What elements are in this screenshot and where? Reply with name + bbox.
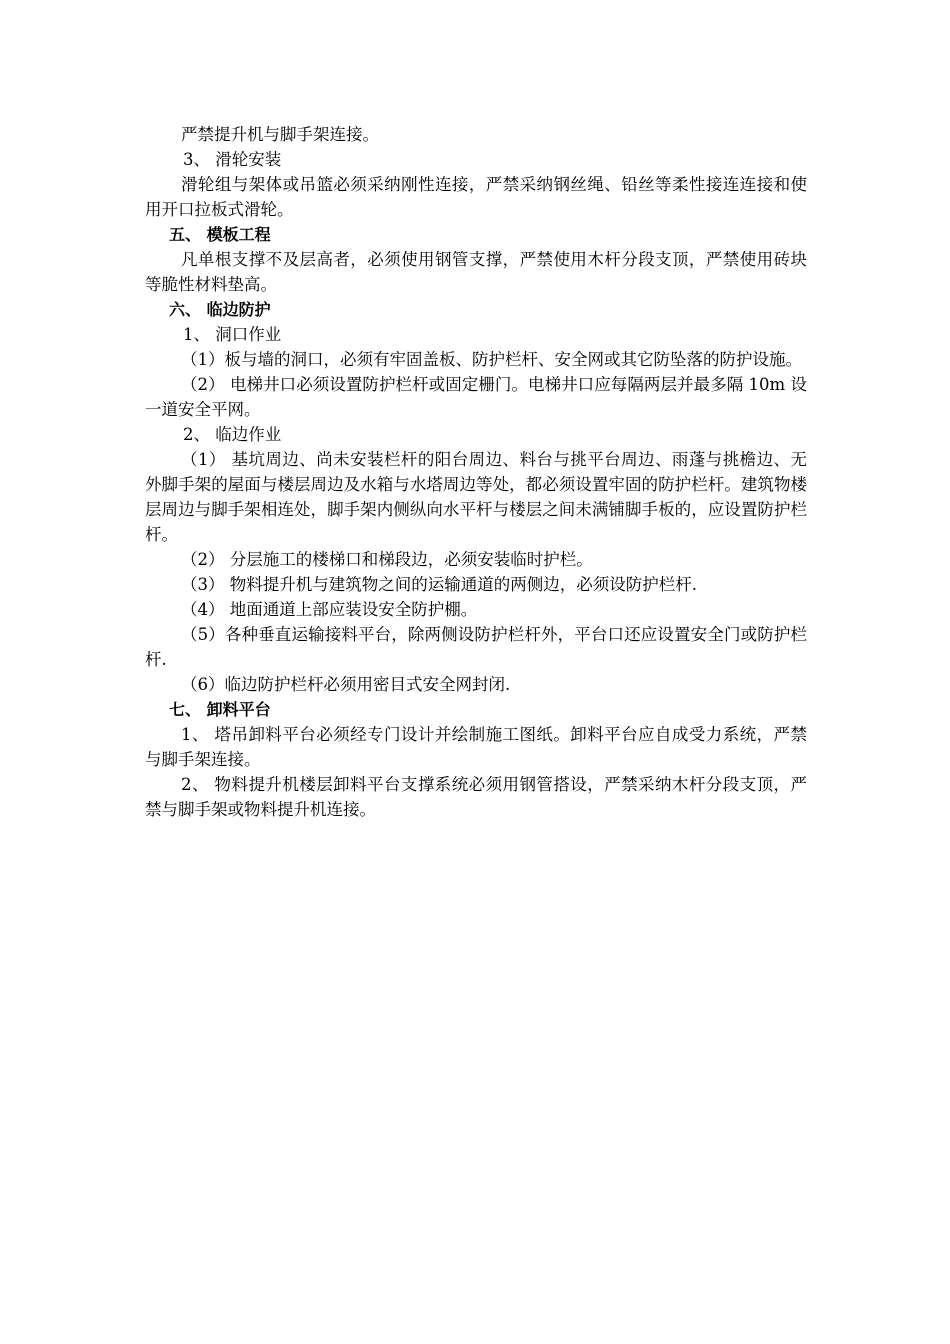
paragraph: （3） 物料提升机与建筑物之间的运输通道的两侧边，必须设防护栏杆. — [181, 575, 697, 594]
section-heading: 六、 临边防护 — [169, 300, 271, 319]
list-item-heading: 2、 临边作业 — [183, 425, 282, 444]
paragraph: （2） 分层施工的楼梯口和梯段边，必须安装临时护栏。 — [181, 550, 593, 569]
document-body — [145, 122, 807, 822]
paragraph: 凡单根支撑不及层高者，必须使用钢管支撑，严禁使用木杆分段支顶，严禁使用砖块等脆性材料垫高。 — [145, 250, 807, 294]
paragraph: （2） 电梯井口必须设置防护栏杆或固定栅门。电梯井口应每隔两层并最多隔 10m 设一道安全平网。 — [145, 375, 807, 419]
paragraph: （4） 地面通道上部应装设安全防护棚。 — [181, 600, 478, 619]
list-item-heading: 3、 滑轮安装 — [183, 150, 282, 169]
paragraph: （1）板与墙的洞口，必须有牢固盖板、防护栏杆、安全网或其它防坠落的防护设施。 — [181, 350, 802, 369]
section-heading: 五、 模板工程 — [169, 225, 271, 244]
paragraph: （1） 基坑周边、尚未安装栏杆的阳台周边、料台与挑平台周边、雨蓬与挑檐边、无外脚手架的屋面与楼层周边及水箱与水塔周边等处，都必须设置牢固的防护栏杆。建筑物楼层周边与脚手架相连处，脚手架内侧纵向水平杆与楼层之间未满铺脚手板的，应设置防护栏杆。 — [145, 450, 807, 544]
paragraph: （6）临边防护栏杆必须用密目式安全网封闭. — [181, 675, 511, 694]
paragraph: 严禁提升机与脚手架连接。 — [181, 125, 379, 144]
paragraph: （5）各种垂直运输接料平台，除两侧设防护栏杆外，平台口还应设置安全门或防护栏杆. — [145, 625, 807, 669]
section-heading: 七、 卸料平台 — [169, 700, 271, 719]
paragraph: 2、 物料提升机楼层卸料平台支撑系统必须用钢管搭设，严禁采纳木杆分段支顶，严禁与脚手架或物料提升机连接。 — [145, 775, 807, 819]
paragraph: 1、 塔吊卸料平台必须经专门设计并绘制施工图纸。卸料平台应自成受力系统，严禁与脚手架连接。 — [145, 725, 807, 769]
paragraph: 滑轮组与架体或吊篮必须采纳刚性连接，严禁采纳钢丝绳、铅丝等柔性接连连接和使用开口拉板式滑轮。 — [145, 175, 807, 219]
list-item-heading: 1、 洞口作业 — [183, 325, 282, 344]
